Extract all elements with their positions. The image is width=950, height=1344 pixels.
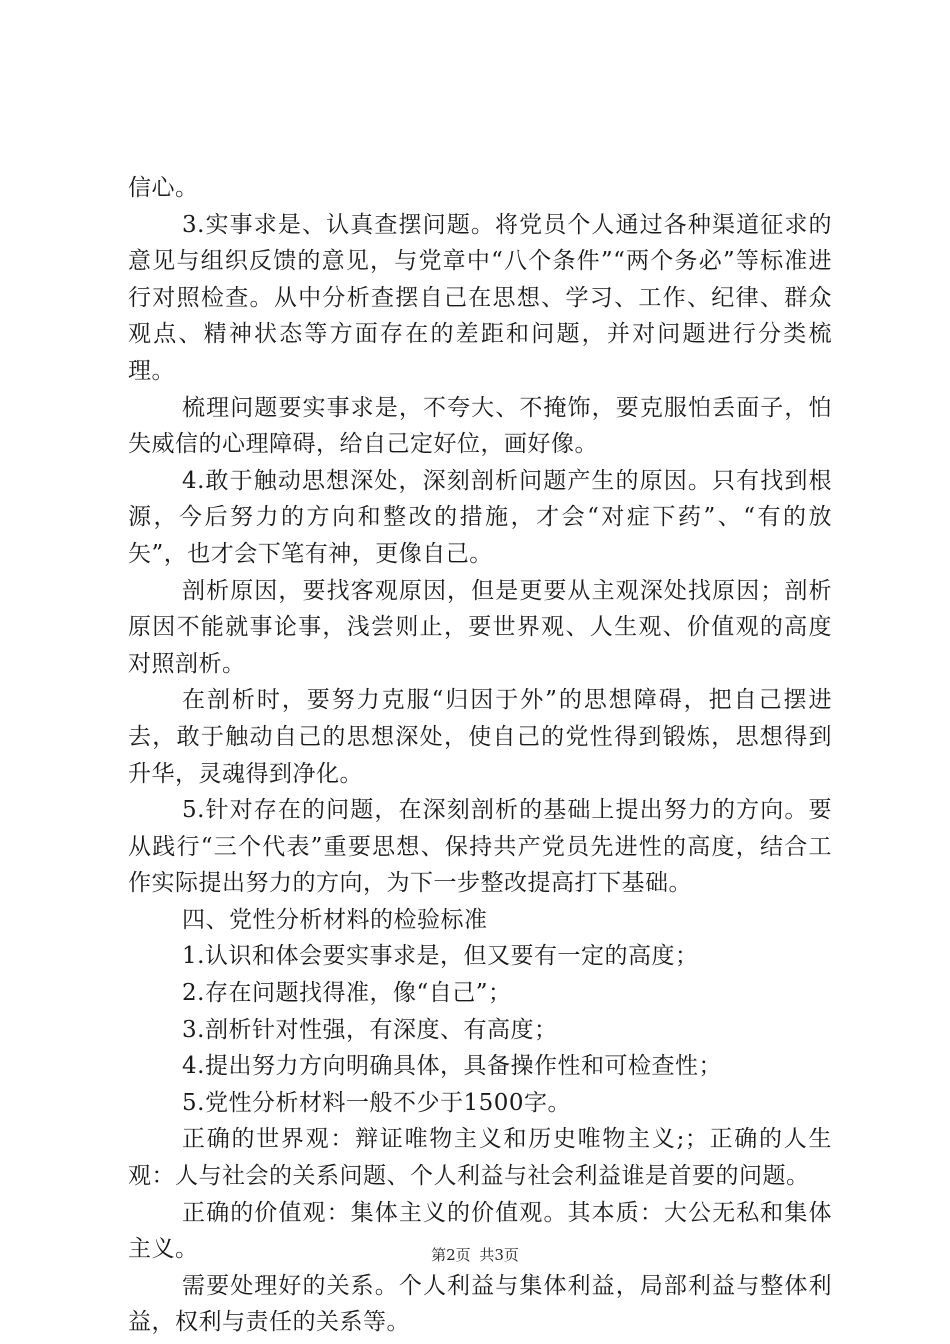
criteria-item-3: 3.剖析针对性强，有深度、有高度； — [182, 1016, 558, 1043]
paragraph-7: 5.针对存在的问题，在深刻剖析的基础上提出努力的方向。要从践行“三个代表”重要思想、保持共产党员先进性的高度，结合工作实际提出努力的方向，为下一步整改提高打下基础。 — [128, 797, 832, 897]
paragraph-3: 梳理问题要实事求是，不夸大、不掩饰，要克服怕丢面子，怕失威信的心理障碍，给自己定好位，画好像。 — [128, 394, 832, 458]
criteria-item-1: 1.认识和体会要实事求是，但又要有一定的高度； — [182, 943, 699, 970]
paragraph-6: 在剖析时，要努力克服“归因于外”的思想障碍，把自己摆进去，敢于触动自己的思想深处，使自己的党性得到锻炼，思想得到升华，灵魂得到净化。 — [128, 687, 832, 787]
paragraph-1: 信心。 — [128, 175, 199, 201]
paragraph-4: 4.敢于触动思想深处，深刻剖析问题产生的原因。只有找到根源，今后努力的方向和整改的措施，才会“对症下药”、“有的放矢”，也才会下笔有神，更像自己。 — [128, 467, 832, 567]
criteria-item-2: 2.存在问题找得准，像“自己”； — [182, 980, 512, 1007]
document-body — [128, 170, 832, 1341]
paragraph-2: 3.实事求是、认真查摆问题。将党员个人通过各种渠道征求的意见与组织反馈的意见，与党章中“八个条件”“两个务必”等标准进行对照检查。从中分析查摆自己在思想、学习、工作、纪律、群众观点、精神状态等方面存在的差距和问题，并对问题进行分类梳理。 — [128, 211, 832, 384]
page-number: 第2页 — [431, 1246, 471, 1264]
criteria-item-4: 4.提出努力方向明确具体，具备操作性和可检查性； — [182, 1053, 722, 1080]
section-heading: 四、党性分析材料的检验标准 — [182, 906, 488, 933]
paragraph-relations: 需要处理好的关系。个人利益与集体利益，局部利益与整体利益，权利与责任的关系等。 — [128, 1272, 832, 1336]
paragraph-values: 正确的价值观：集体主义的价值观。其本质：大公无私和集体主义。 — [128, 1199, 832, 1263]
paragraph-worldview: 正确的世界观：辩证唯物主义和历史唯物主义;；正确的人生观：人与社会的关系问题、个人利益与社会利益谁是首要的问题。 — [128, 1126, 832, 1190]
page-footer — [0, 1244, 950, 1265]
page-total: 共3页 — [479, 1246, 519, 1264]
criteria-item-5: 5.党性分析材料一般不少于1500字。 — [182, 1089, 571, 1116]
paragraph-5: 剖析原因，要找客观原因，但是更要从主观深处找原因；剖析原因不能就事论事，浅尝则止，要世界观、人生观、价值观的高度对照剖析。 — [128, 577, 832, 677]
